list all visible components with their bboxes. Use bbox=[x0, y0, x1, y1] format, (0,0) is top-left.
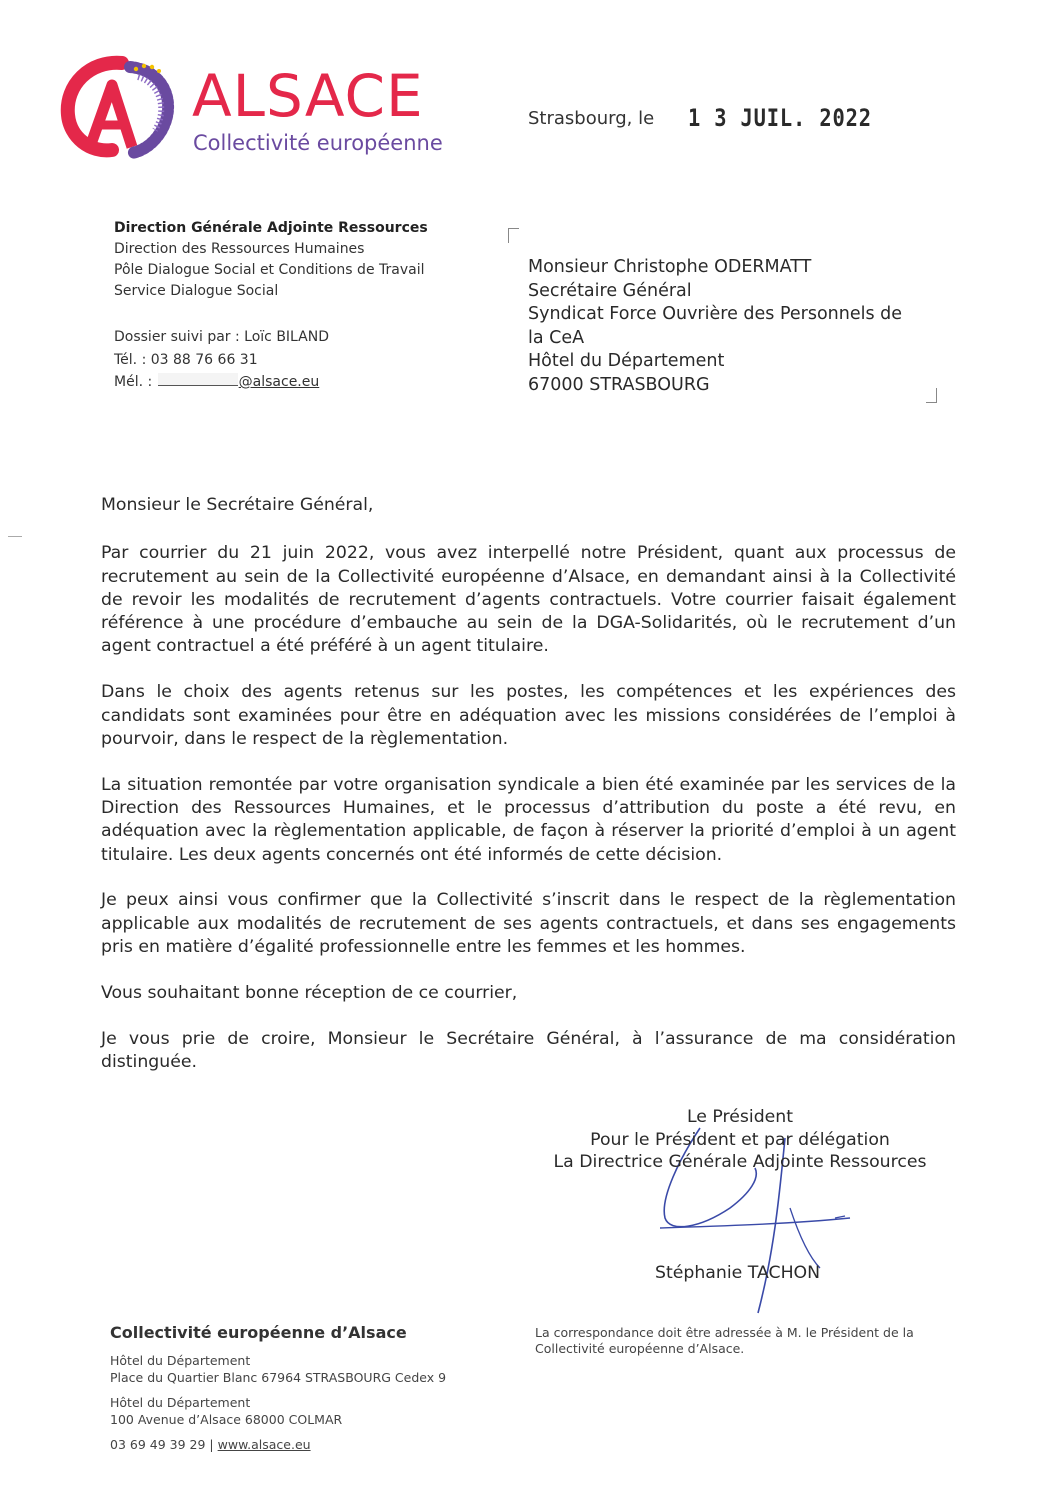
fold-mark bbox=[8, 536, 22, 537]
footer-correspondence-note: La correspondance doit être adressée à M. le Président de la Collectivité européenne d’Alsace. bbox=[535, 1325, 914, 1356]
contact-dossier: Dossier suivi par : Loïc BILAND bbox=[114, 329, 330, 345]
recipient-address: Hôtel du Département bbox=[528, 351, 725, 371]
footer-contact-line bbox=[110, 1436, 446, 1453]
contact-tel: Tél. : 03 88 76 66 31 bbox=[114, 351, 258, 368]
body-paragraph-6: Je vous prie de croire, Monsieur le Secrétaire Général, à l’assurance de ma considération distinguée. bbox=[101, 1028, 956, 1072]
window-corner-mark bbox=[508, 228, 519, 243]
footer-organization: Collectivité européenne d’Alsace bbox=[110, 1323, 407, 1342]
recipient-name: Monsieur Christophe ODERMATT bbox=[528, 257, 812, 277]
body-paragraph-2: Dans le choix des agents retenus sur les postes, les compétences et les expériences des candidats sont examinées pour être en adéquation avec les missions considérées de l’emploi à pourvoir, dans le respect de la règlementation. bbox=[101, 682, 956, 749]
footer-separator: | bbox=[209, 1437, 214, 1452]
footer-address-2-line-1: Hôtel du Département bbox=[110, 1395, 251, 1410]
signature-line-2: Pour le Président et par délégation bbox=[590, 1129, 890, 1150]
sender-service: Service Dialogue Social bbox=[114, 283, 279, 299]
contact-block bbox=[114, 326, 329, 394]
logo-wordmark: ALSACE bbox=[192, 62, 424, 130]
recipient-city: 67000 STRASBOURG bbox=[528, 374, 710, 395]
signature-block bbox=[530, 1106, 950, 1174]
recipient-block bbox=[528, 256, 918, 397]
date-stamp: 1 3 JUIL. 2022 bbox=[688, 104, 872, 132]
signature-line-1: Le Président bbox=[686, 1107, 794, 1127]
signer-name: Stéphanie TACHON bbox=[655, 1263, 821, 1283]
body-paragraph-1: Par courrier du 21 juin 2022, vous avez interpellé notre Président, quant aux processus de recrutement au sein de la Collectivité européenne d’Alsace, en demandant ainsi à la Collectivité de revoir les modalités de recrutement d’agents contractuels. Votre courrier faisait également référence à une procédure d’embauche au sein de la DGA-Solidarités, où le recrutement d’un agent contractuel a été préféré à un agent titulaire. bbox=[101, 543, 956, 657]
body-paragraph-3: La situation remontée par votre organisation syndicale a bien été examinée par les services de la Direction des Ressources Humaines, et le processus d’attribution du poste a été revu, en adéquation avec la règlementation applicable, de façon à réserver la priorité d’emploi à un agent titulaire. Les deux agents concernés ont été informés de cette décision. bbox=[101, 774, 956, 865]
signature-line-3: La Directrice Générale Adjointe Ressources bbox=[553, 1152, 927, 1172]
sender-direction: Direction des Ressources Humaines bbox=[114, 241, 365, 257]
recipient-org-line1: Syndicat Force Ouvrière des Personnels de bbox=[528, 304, 903, 324]
contact-email bbox=[114, 371, 329, 394]
logo-subtitle: Collectivité européenne bbox=[193, 131, 443, 155]
alsace-emblem-icon bbox=[60, 55, 185, 160]
sender-block bbox=[114, 218, 428, 302]
footer-address-2-line-2: 100 Avenue d’Alsace 68000 COLMAR bbox=[110, 1412, 343, 1427]
footer-address-1-line-1: Hôtel du Département bbox=[110, 1353, 251, 1368]
letter-body bbox=[101, 494, 956, 1097]
redacted-email-user bbox=[158, 373, 238, 386]
footer-address-1-line-2: Place du Quartier Blanc 67964 STRASBOURG Cedex 9 bbox=[110, 1370, 447, 1385]
contact-email-label: Mél. : bbox=[114, 374, 153, 390]
salutation: Monsieur le Secrétaire Général, bbox=[101, 495, 374, 515]
footer-addresses bbox=[110, 1352, 446, 1453]
alsace-logo bbox=[60, 55, 460, 165]
contact-email-domain[interactable]: @alsace.eu bbox=[238, 374, 320, 390]
body-paragraph-4: Je peux ainsi vous confirmer que la Collectivité s’inscrit dans le respect de la règlementation applicable aux modalités de recrutement de ses agents contractuels, et dans ses engagements pris en matière d’égalité professionnelle entre les femmes et les hommes. bbox=[101, 890, 956, 957]
footer-website-link[interactable]: www.alsace.eu bbox=[217, 1437, 311, 1452]
window-corner-mark bbox=[926, 388, 937, 403]
footer-phone: 03 69 49 39 29 bbox=[110, 1437, 206, 1452]
date-place: Strasbourg, le bbox=[528, 108, 655, 129]
recipient-org-line2: la CeA bbox=[528, 327, 585, 348]
sender-direction-generale: Direction Générale Adjointe Ressources bbox=[114, 220, 428, 236]
sender-pole: Pôle Dialogue Social et Conditions de Travail bbox=[114, 262, 425, 278]
body-paragraph-5: Vous souhaitant bonne réception de ce courrier, bbox=[101, 982, 518, 1003]
recipient-title: Secrétaire Général bbox=[528, 280, 692, 301]
